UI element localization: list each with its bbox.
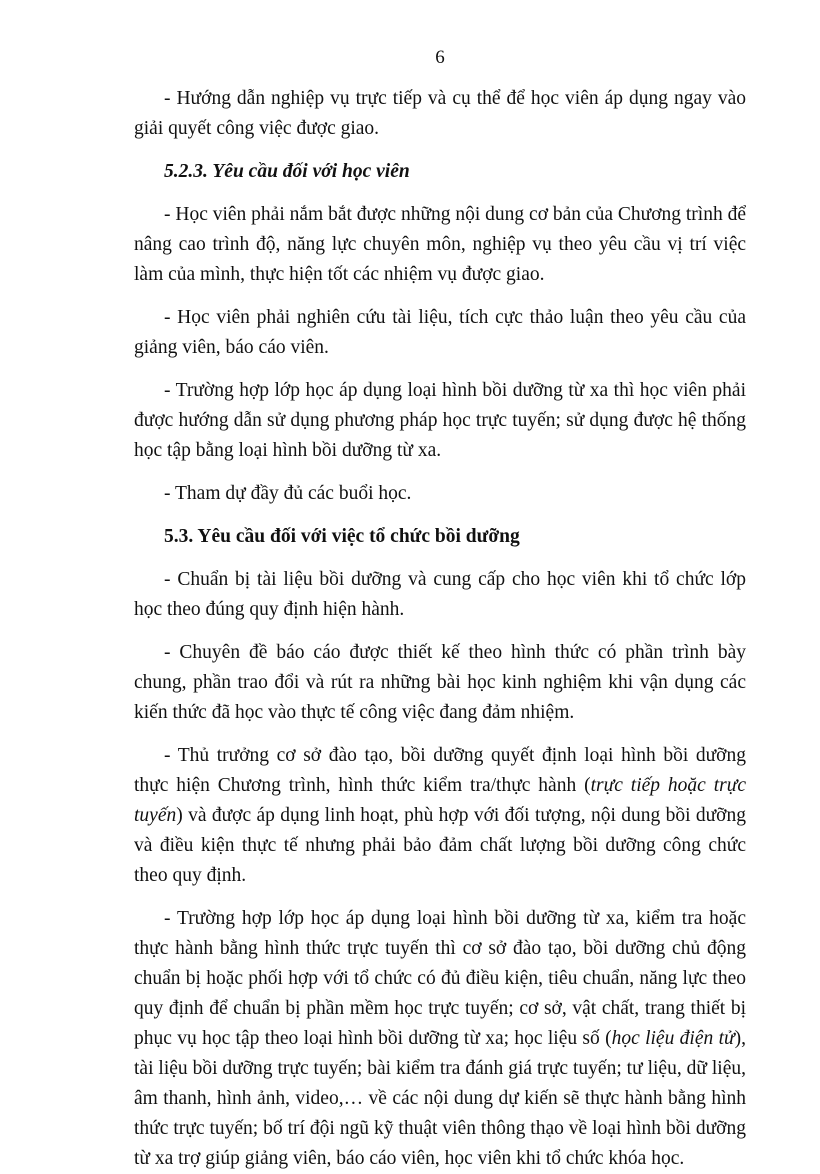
paragraph-learner-remote: - Trường hợp lớp học áp dụng loại hình bồi dưỡng từ xa thì học viên phải được hướng dẫn sử dụng phương pháp học trực tuyến; sử dụng được hệ thống học tập bằng loại hình bồi dưỡng từ xa. — [134, 380, 746, 461]
paragraph-learner-content: - Học viên phải nắm bắt được những nội dung cơ bản của Chương trình để nâng cao trình độ, năng lực chuyên môn, nghiệp vụ theo yêu cầu vị trí việc làm của mình, thực hiện tốt các nhiệm vụ được giao. — [134, 204, 746, 285]
heading-5-2-3: 5.2.3. Yêu cầu đối với học viên — [164, 161, 410, 182]
paragraph-learner-attendance: - Tham dự đầy đủ các buổi học. — [164, 483, 412, 504]
paragraph-remote-organization-italic: học liệu điện tử — [611, 1028, 735, 1049]
paragraph-head-decision-part-2: ) và được áp dụng linh hoạt, phù hợp với đối tượng, nội dung bồi dưỡng và điều kiện thực tế nhưng phải bảo đảm chất lượng bồi dưỡng công chức theo quy định. — [134, 805, 746, 886]
paragraph-guidance: - Hướng dẫn nghiệp vụ trực tiếp và cụ thể để học viên áp dụng ngay vào giải quyết công việc được giao. — [134, 88, 746, 139]
paragraph-remote-organization-part-1: - Trường hợp lớp học áp dụng loại hình bồi dưỡng từ xa, kiểm tra hoặc thực hành bằng hình thức trực tuyến thì cơ sở đào tạo, bồi dưỡng chủ động chuẩn bị hoặc phối hợp với tổ chức có đủ điều kiện, tiêu chuẩn, năng lực theo quy định để chuẩn bị phần mềm học trực tuyến; cơ sở, vật chất, trang thiết bị phục vụ học tập theo loại hình bồi dưỡng từ xa; học liệu số ( — [134, 908, 746, 1049]
paragraph-head-decision-italic: trực tiếp hoặc trực tuyến — [134, 775, 746, 826]
paragraph-materials: - Chuẩn bị tài liệu bồi dưỡng và cung cấp cho học viên khi tổ chức lớp học theo đúng quy định hiện hành. — [134, 569, 746, 620]
paragraph-topic-design: - Chuyên đề báo cáo được thiết kế theo hình thức có phần trình bày chung, phần trao đổi và rút ra những bài học kinh nghiệm khi vận dụng các kiến thức đã học vào thực tế công việc đang đảm nhiệm. — [134, 642, 746, 723]
paragraph-learner-research: - Học viên phải nghiên cứu tài liệu, tích cực thảo luận theo yêu cầu của giảng viên, báo cáo viên. — [134, 307, 746, 358]
paragraph-head-decision — [134, 741, 746, 891]
paragraph-remote-organization — [134, 904, 746, 1174]
paragraph-remote-organization-part-2: ), tài liệu bồi dưỡng trực tuyến; bài kiểm tra đánh giá trực tuyến; tư liệu, dữ liệu, âm thanh, hình ảnh, video,… về các nội dung dự kiến sẽ thực hành bằng hình thức trực tuyến; bố trí đội ngũ kỹ thuật viên thông thạo về loại hình bồi dưỡng từ xa trợ giúp giảng viên, báo cáo viên, học viên khi tổ chức khóa học. — [134, 1028, 747, 1169]
paragraph-head-decision-part-1: - Thủ trưởng cơ sở đào tạo, bồi dưỡng quyết định loại hình bồi dưỡng thực hiện Chương trình, hình thức kiểm tra/thực hành ( — [134, 745, 746, 796]
heading-5-3: 5.3. Yêu cầu đối với việc tổ chức bồi dưỡng — [164, 526, 520, 547]
page-number: 6 — [435, 47, 445, 68]
